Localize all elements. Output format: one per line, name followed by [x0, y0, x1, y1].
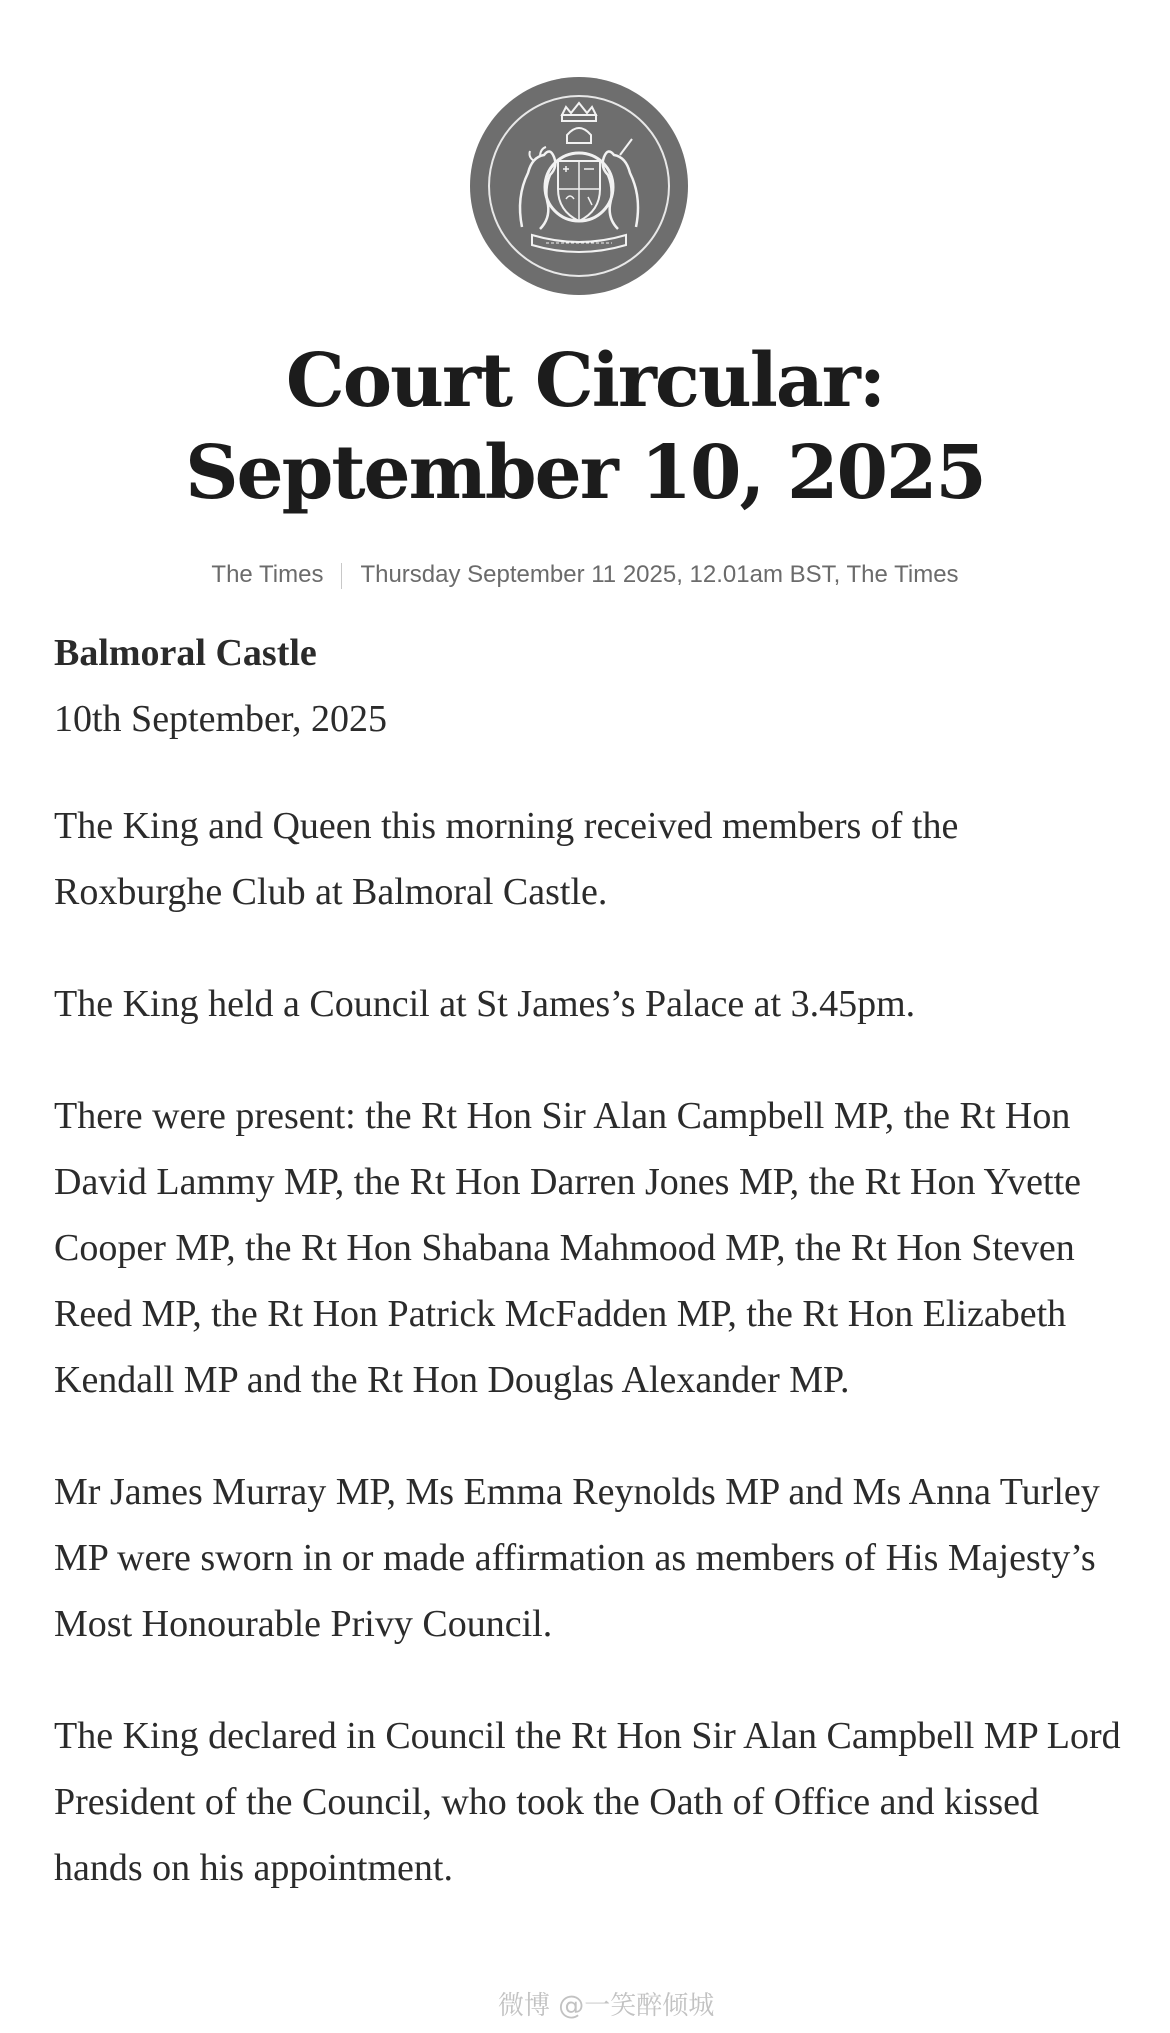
- location-heading: Balmoral Castle: [54, 632, 317, 674]
- paragraph: The King held a Council at St James’s Palace at 3.45pm.: [54, 983, 916, 1025]
- byline: [0, 560, 1170, 590]
- royal-coat-of-arms-icon: [470, 77, 688, 295]
- watermark: 微博 @一笑醉倾城: [498, 1991, 715, 2021]
- paragraph: The King declared in Council the Rt Hon Sir Alan Campbell MP Lord President of the Council, who took the Oath of Office and kissed hands on his appointment.: [54, 1715, 1121, 1889]
- publish-timestamp: Thursday September 11 2025, 12.01am BST, The Times: [360, 561, 959, 588]
- article-body: [54, 793, 1124, 1947]
- circular-date: 10th September, 2025: [54, 698, 388, 740]
- paragraph: Mr James Murray MP, Ms Emma Reynolds MP and Ms Anna Turley MP were sworn in or made affirmation as members of His Majesty’s Most Honourable Privy Council.: [54, 1471, 1100, 1645]
- publication-name[interactable]: The Times: [211, 561, 324, 588]
- paragraph: There were present: the Rt Hon Sir Alan Campbell MP, the Rt Hon David Lammy MP, the Rt Hon Darren Jones MP, the Rt Hon Yvette Cooper MP, the Rt Hon Shabana Mahmood MP, the Rt Hon Steven Reed MP, the Rt Hon Patrick McFadden MP, the Rt Hon Elizabeth Kendall MP and the Rt Hon Douglas Alexander MP.: [54, 1095, 1082, 1401]
- page-title: Court Circular: September 10, 2025: [185, 338, 985, 516]
- dateline: [54, 620, 1114, 752]
- byline-divider: [341, 563, 342, 589]
- paragraph: The King and Queen this morning received members of the Roxburghe Club at Balmoral Castle.: [54, 805, 959, 913]
